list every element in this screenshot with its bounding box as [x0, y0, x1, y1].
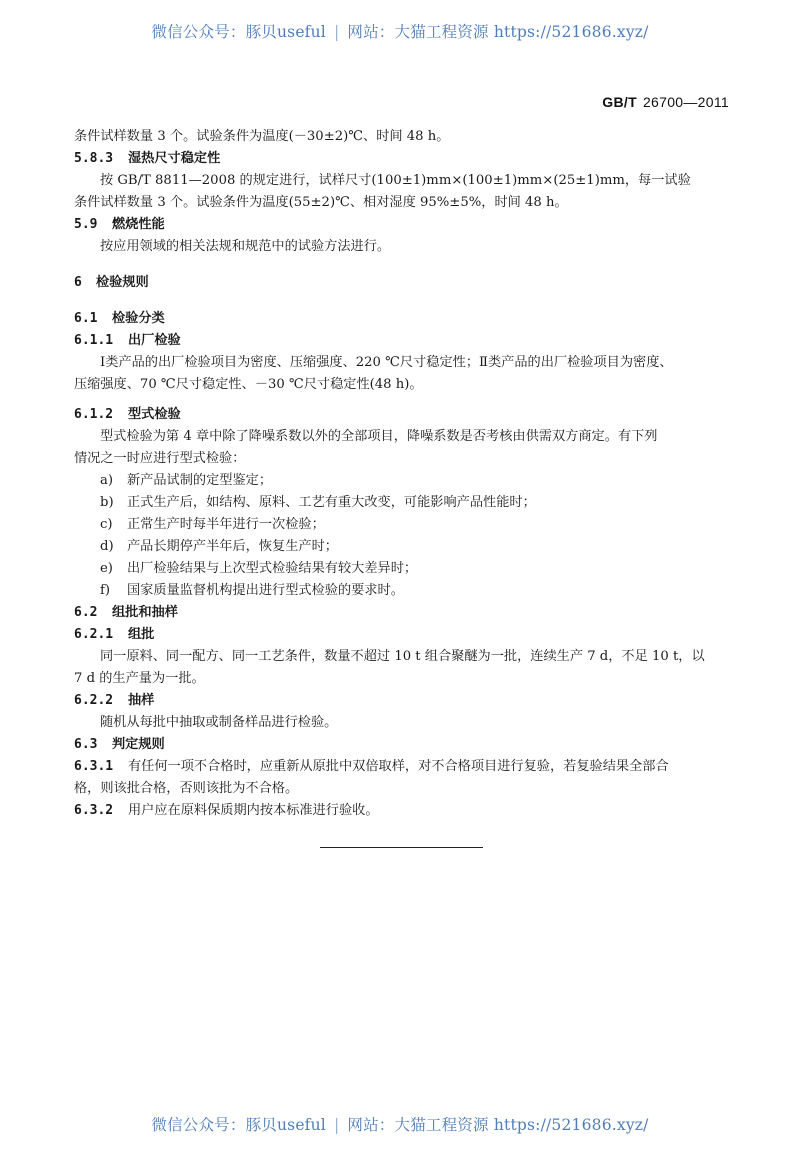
paragraph-line: 按应用领域的相关法规和规范中的试验方法进行。: [100, 239, 391, 254]
list-marker: f): [100, 583, 111, 598]
section-number: 6.2.2: [74, 693, 114, 708]
list-marker: b): [100, 495, 114, 510]
section-number: 6.1.1: [74, 333, 114, 348]
paragraph-line: 同一原料、同一配方、同一工艺条件，数量不超过 10 t 组合聚醚为一批，连续生产 7 d，不足 10 t，以: [100, 649, 705, 664]
section-heading-5-8-3: [74, 148, 220, 170]
end-of-document-rule: [320, 847, 483, 848]
list-item: [100, 558, 417, 580]
watermark-wechat: 微信公众号：豚贝useful: [151, 1116, 326, 1134]
paragraph-text: 用户应在原料保质期内按本标准进行验收。: [128, 803, 379, 818]
section-heading-6-2: [74, 602, 178, 624]
section-number: 6: [74, 275, 82, 290]
watermark-separator: |: [333, 1116, 340, 1134]
section-title: 组批和抽样: [112, 605, 178, 620]
section-title: 抽样: [128, 693, 155, 708]
watermark-top: [0, 20, 800, 42]
list-text: 国家质量监督机构提出进行型式检验的要求时。: [127, 583, 404, 598]
list-item: [100, 470, 272, 492]
watermark-bottom: [0, 1113, 800, 1135]
watermark-separator: |: [333, 23, 340, 41]
watermark-wechat: 微信公众号：豚贝useful: [151, 23, 326, 41]
watermark-site: 网站：大猫工程资源 https://521686.xyz/: [347, 1116, 649, 1134]
list-marker: a): [100, 473, 114, 488]
section-title: 组批: [128, 627, 155, 642]
section-number: 5.9: [74, 217, 98, 232]
paragraph-line: Ⅰ类产品的出厂检验项目为密度、压缩强度、220 ℃尺寸稳定性；Ⅱ类产品的出厂检验项目为密度、: [100, 355, 673, 370]
section-number: 6.2: [74, 605, 98, 620]
section-number: 6.1.2: [74, 407, 114, 422]
paragraph-line: 压缩强度、70 ℃尺寸稳定性、－30 ℃尺寸稳定性(48 h)。: [74, 377, 423, 392]
standard-number: 26700—2011: [642, 94, 729, 110]
paragraph-line: 情况之一时应进行型式检验：: [74, 451, 246, 466]
section-heading-6-1: [74, 308, 165, 330]
chapter-heading-6: [74, 272, 149, 294]
list-marker: e): [100, 561, 113, 576]
section-heading-6-2-2: [74, 690, 154, 712]
section-title: 湿热尺寸稳定性: [128, 151, 221, 166]
list-item: [100, 492, 536, 514]
standard-code: [602, 94, 729, 110]
section-title: 判定规则: [112, 737, 165, 752]
list-text: 出厂检验结果与上次型式检验结果有较大差异时；: [127, 561, 418, 576]
list-text: 正常生产时每半年进行一次检验；: [127, 517, 325, 532]
list-item: [100, 580, 404, 602]
paragraph-line: 7 d 的生产量为一批。: [74, 671, 205, 686]
section-title: 燃烧性能: [112, 217, 165, 232]
paragraph-line: 格，则该批合格，否则该批为不合格。: [74, 781, 299, 796]
section-heading-6-1-1: [74, 330, 181, 352]
standard-prefix: GB/T: [602, 94, 637, 110]
list-text: 产品长期停产半年后，恢复生产时；: [127, 539, 338, 554]
section-number: 6.3.2: [74, 803, 114, 818]
section-number: 6.1: [74, 311, 98, 326]
list-text: 正式生产后，如结构、原料、工艺有重大改变，可能影响产品性能时；: [127, 495, 536, 510]
paragraph-line: 随机从每批中抽取或制备样品进行检验。: [100, 715, 338, 730]
list-marker: c): [100, 517, 113, 532]
section-number: 6.2.1: [74, 627, 114, 642]
section-number: 5.8.3: [74, 151, 114, 166]
section-heading-6-3: [74, 734, 165, 756]
list-text: 新产品试制的定型鉴定；: [127, 473, 273, 488]
section-number: 6.3: [74, 737, 98, 752]
section-title: 出厂检验: [128, 333, 181, 348]
list-item: [100, 514, 325, 536]
section-title: 检验分类: [112, 311, 165, 326]
paragraph-text: 有任何一项不合格时，应重新从原批中双倍取样，对不合格项目进行复验，若复验结果全部合: [128, 759, 669, 774]
list-marker: d): [100, 539, 114, 554]
section-6-3-2: [74, 800, 379, 822]
section-number: 6.3.1: [74, 759, 114, 774]
section-heading-6-2-1: [74, 624, 154, 646]
section-heading-5-9: [74, 214, 165, 236]
paragraph-line: 型式检验为第 4 章中除了降噪系数以外的全部项目，降噪系数是否考核由供需双方商定。有下列: [100, 429, 658, 444]
section-title: 型式检验: [128, 407, 181, 422]
section-title: 检验规则: [96, 275, 149, 290]
section-6-3-1: [74, 756, 669, 778]
watermark-site: 网站：大猫工程资源 https://521686.xyz/: [347, 23, 649, 41]
paragraph-line: 条件试样数量 3 个。试验条件为温度(55±2)℃、相对湿度 95%±5%，时间 48 h。: [74, 195, 568, 210]
list-item: [100, 536, 338, 558]
paragraph-line: 按 GB/T 8811—2008 的规定进行，试样尺寸(100±1)mm×(100±1)mm×(25±1)mm，每一试验: [100, 173, 691, 188]
paragraph-line: 条件试样数量 3 个。试验条件为温度(－30±2)℃、时间 48 h。: [74, 129, 450, 144]
section-heading-6-1-2: [74, 404, 181, 426]
